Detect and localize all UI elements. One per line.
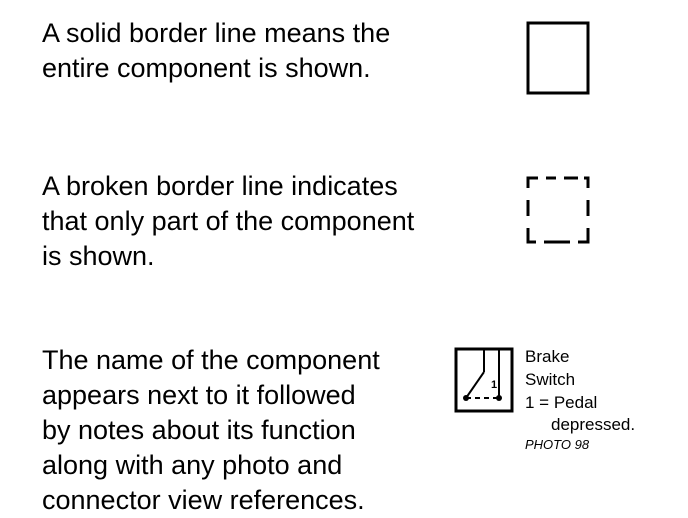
broken-border-symbol	[522, 172, 594, 248]
function-note-line-1: 1 = Pedal	[525, 393, 598, 412]
name-text-line-1: The name of the component	[42, 345, 380, 375]
broken-border-explanation	[42, 169, 414, 274]
solid-border-text-line-2: entire component is shown.	[42, 53, 371, 83]
contact-label: 1	[491, 379, 498, 391]
broken-border-text-line-1: A broken border line indicates	[42, 171, 398, 201]
name-text-line-2: appears next to it followed	[42, 380, 356, 410]
solid-border-symbol	[524, 20, 592, 96]
solid-border-explanation	[42, 16, 390, 86]
name-text-line-3: by notes about its function	[42, 415, 356, 445]
brake-switch-symbol	[452, 346, 520, 416]
component-name-line-2: Switch	[525, 370, 576, 389]
broken-border-text-line-2: that only part of the component	[42, 206, 415, 236]
name-text-line-5: connector view references.	[42, 485, 365, 515]
broken-border-text-line-3: is shown.	[42, 241, 155, 271]
function-note-line-2: depressed.	[551, 415, 636, 434]
photo-reference: PHOTO 98	[525, 437, 590, 452]
solid-border-text-line-1: A solid border line means the	[42, 18, 391, 48]
component-name-explanation	[42, 343, 380, 518]
component-name-line-1: Brake	[525, 347, 570, 366]
name-text-line-4: along with any photo and	[42, 450, 343, 480]
